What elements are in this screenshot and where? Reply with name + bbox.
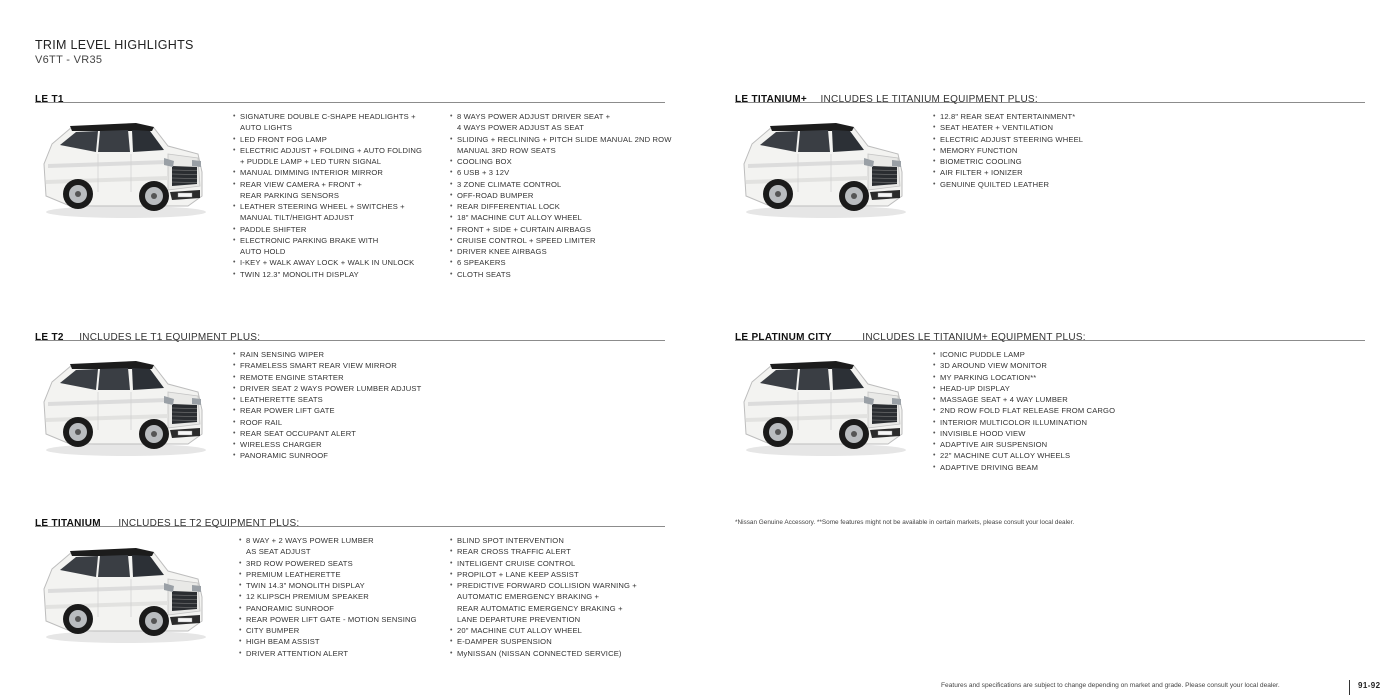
feature-list-le-t1-left bbox=[233, 111, 422, 280]
feature-item: • 3RD ROW POWERED SEATS bbox=[239, 558, 417, 569]
feature-list-le-t1-right bbox=[450, 111, 672, 280]
feature-list-le-titanium-plus bbox=[933, 111, 1083, 190]
feature-item: • ADAPTIVE AIR SUSPENSION bbox=[933, 439, 1115, 450]
feature-item: • 12.8" REAR SEAT ENTERTAINMENT* bbox=[933, 111, 1083, 122]
trim-includes: INCLUDES LE T2 EQUIPMENT PLUS: bbox=[118, 518, 300, 529]
feature-item: • ELECTRIC ADJUST STEERING WHEEL bbox=[933, 134, 1083, 145]
feature-item: • 20" MACHINE CUT ALLOY WHEEL bbox=[450, 625, 637, 636]
feature-item: • PREMIUM LEATHERETTE bbox=[239, 569, 417, 580]
trim-header bbox=[35, 327, 665, 341]
trim-name: LE TITANIUM bbox=[35, 518, 101, 529]
feature-item: • BIOMETRIC COOLING bbox=[933, 156, 1083, 167]
feature-item: • SLIDING + RECLINING + PITCH SLIDE MANUAL 2ND ROW bbox=[450, 134, 672, 145]
feature-list-le-t2 bbox=[233, 349, 421, 462]
feature-item: LANE DEPARTURE PREVENTION bbox=[457, 614, 581, 624]
feature-item: + PUDDLE LAMP + LED TURN SIGNAL bbox=[240, 157, 382, 166]
vehicle-image-le-titanium bbox=[38, 539, 208, 645]
feature-list-le-titanium-right bbox=[450, 535, 637, 659]
feature-item: • ELECTRONIC PARKING BRAKE WITH bbox=[233, 235, 422, 246]
vehicle-image-le-titanium-plus bbox=[738, 114, 908, 220]
feature-item: • 18" MACHINE CUT ALLOY WHEEL bbox=[450, 212, 672, 223]
feature-item: • INVISIBLE HOOD VIEW bbox=[933, 428, 1115, 439]
feature-item: • TWIN 12.3" MONOLITH DISPLAY bbox=[233, 269, 422, 280]
feature-item: • RAIN SENSING WIPER bbox=[233, 349, 421, 360]
footnote: *Nissan Genuine Accessory. **Some features might not be available in certain markets, please consult your local dealer. bbox=[735, 519, 1075, 526]
feature-item: • 8 WAYS POWER ADJUST DRIVER SEAT + bbox=[450, 111, 672, 122]
feature-item: • OFF-ROAD BUMPER bbox=[450, 190, 672, 201]
trim-header bbox=[35, 513, 665, 527]
feature-item: • 3D AROUND VIEW MONITOR bbox=[933, 360, 1115, 371]
feature-item: • ELECTRIC ADJUST + FOLDING + AUTO FOLDING bbox=[233, 145, 422, 156]
feature-item: • LED FRONT FOG LAMP bbox=[233, 134, 422, 145]
trim-name: LE T1 bbox=[35, 94, 64, 105]
feature-item: • AIR FILTER + IONIZER bbox=[933, 167, 1083, 178]
feature-item: • INTELIGENT CRUISE CONTROL bbox=[450, 558, 637, 569]
feature-item: • MEMORY FUNCTION bbox=[933, 145, 1083, 156]
trim-header bbox=[35, 89, 665, 103]
page-header bbox=[35, 38, 194, 67]
feature-item: • LEATHER STEERING WHEEL + SWITCHES + bbox=[233, 201, 422, 212]
feature-item: • REAR CROSS TRAFFIC ALERT bbox=[450, 546, 637, 557]
feature-item: • ICONIC PUDDLE LAMP bbox=[933, 349, 1115, 360]
feature-item: • 6 SPEAKERS bbox=[450, 257, 672, 268]
feature-item: • SIGNATURE DOUBLE C-SHAPE HEADLIGHTS + bbox=[233, 111, 422, 122]
feature-item: • DRIVER KNEE AIRBAGS bbox=[450, 246, 672, 257]
feature-item: • E-DAMPER SUSPENSION bbox=[450, 636, 637, 647]
feature-item: • REAR SEAT OCCUPANT ALERT bbox=[233, 428, 421, 439]
trim-section-le-t2 bbox=[35, 327, 665, 341]
feature-item: 4 WAYS POWER ADJUST AS SEAT bbox=[457, 123, 584, 133]
vehicle-image-le-t2 bbox=[38, 352, 208, 458]
feature-item: • FRAMELESS SMART REAR VIEW MIRROR bbox=[233, 360, 421, 371]
trim-name: LE PLATINUM CITY bbox=[735, 332, 832, 343]
trim-includes: INCLUDES LE TITANIUM EQUIPMENT PLUS: bbox=[820, 94, 1038, 105]
feature-item: • 6 USB + 3 12V bbox=[450, 167, 672, 178]
feature-item: • PROPILOT + LANE KEEP ASSIST bbox=[450, 569, 637, 580]
feature-item: • CLOTH SEATS bbox=[450, 269, 672, 280]
feature-item: AS SEAT ADJUST bbox=[246, 547, 311, 557]
feature-item: • BLIND SPOT INTERVENTION bbox=[450, 535, 637, 546]
feature-item: • FRONT + SIDE + CURTAIN AIRBAGS bbox=[450, 224, 672, 235]
trim-includes: INCLUDES LE TITANIUM+ EQUIPMENT PLUS: bbox=[862, 332, 1086, 343]
feature-item: REAR PARKING SENSORS bbox=[240, 190, 340, 200]
trim-header bbox=[735, 89, 1365, 103]
feature-item: • TWIN 14.3" MONOLITH DISPLAY bbox=[239, 580, 417, 591]
feature-item: • 8 WAY + 2 WAYS POWER LUMBER bbox=[239, 535, 417, 546]
feature-item: MANUAL 3RD ROW SEATS bbox=[457, 145, 556, 155]
feature-item: MANUAL TILT/HEIGHT ADJUST bbox=[240, 213, 355, 223]
feature-item: • DRIVER SEAT 2 WAYS POWER LUMBER ADJUST bbox=[233, 383, 421, 394]
trim-name: LE T2 bbox=[35, 332, 64, 343]
trim-section-le-platinum-city bbox=[735, 327, 1365, 341]
feature-item: AUTO LIGHTS bbox=[240, 123, 293, 133]
feature-item: • MANUAL DIMMING INTERIOR MIRROR bbox=[233, 167, 422, 178]
feature-item: • HIGH BEAM ASSIST bbox=[239, 636, 417, 647]
feature-item: • REMOTE ENGINE STARTER bbox=[233, 372, 421, 383]
feature-item: • PANORAMIC SUNROOF bbox=[239, 603, 417, 614]
trim-header bbox=[735, 327, 1365, 341]
feature-item: • DRIVER ATTENTION ALERT bbox=[239, 648, 417, 659]
feature-item: • REAR POWER LIFT GATE bbox=[233, 405, 421, 416]
feature-item: • HEAD-UP DISPLAY bbox=[933, 383, 1115, 394]
feature-item: • ROOF RAIL bbox=[233, 417, 421, 428]
trim-name: LE TITANIUM+ bbox=[735, 94, 808, 105]
trim-section-le-t1 bbox=[35, 89, 665, 103]
feature-item: • CITY BUMPER bbox=[239, 625, 417, 636]
trim-section-le-titanium bbox=[35, 513, 665, 527]
feature-item: • PADDLE SHIFTER bbox=[233, 224, 422, 235]
vehicle-image-le-t1 bbox=[38, 114, 208, 220]
feature-item: • REAR DIFFERENTIAL LOCK bbox=[450, 201, 672, 212]
page-subtitle: V6TT - VR35 bbox=[35, 54, 103, 66]
feature-item: • GENUINE QUILTED LEATHER bbox=[933, 179, 1083, 190]
trim-section-le-titanium-plus bbox=[735, 89, 1365, 103]
page-number: 91-92 bbox=[1358, 681, 1381, 690]
feature-item: • I-KEY + WALK AWAY LOCK + WALK IN UNLOCK bbox=[233, 257, 422, 268]
feature-item: • 12 KLIPSCH PREMIUM SPEAKER bbox=[239, 591, 417, 602]
feature-item: • LEATHERETTE SEATS bbox=[233, 394, 421, 405]
feature-item: REAR AUTOMATIC EMERGENCY BRAKING + bbox=[457, 603, 623, 613]
feature-item: • REAR POWER LIFT GATE - MOTION SENSING bbox=[239, 614, 417, 625]
feature-item: AUTO HOLD bbox=[240, 247, 286, 256]
feature-item: • ADAPTIVE DRIVING BEAM bbox=[933, 462, 1115, 473]
feature-item: • CRUISE CONTROL + SPEED LIMITER bbox=[450, 235, 672, 246]
trim-includes: INCLUDES LE T1 EQUIPMENT PLUS: bbox=[79, 332, 261, 343]
feature-item: • MY PARKING LOCATION** bbox=[933, 372, 1115, 383]
feature-item: AUTOMATIC EMERGENCY BRAKING + bbox=[457, 592, 600, 602]
feature-item: • 2ND ROW FOLD FLAT RELEASE FROM CARGO bbox=[933, 405, 1115, 416]
disclaimer: Features and specifications are subject to change depending on market and grade. Please consult your local dealer. bbox=[941, 682, 1280, 689]
feature-list-le-platinum-city bbox=[933, 349, 1115, 473]
feature-item: • 22" MACHINE CUT ALLOY WHEELS bbox=[933, 450, 1115, 461]
feature-item: • 3 ZONE CLIMATE CONTROL bbox=[450, 179, 672, 190]
feature-item: • PANORAMIC SUNROOF bbox=[233, 450, 421, 461]
page-title: TRIM LEVEL HIGHLIGHTS bbox=[35, 38, 194, 52]
feature-list-le-titanium-left bbox=[239, 535, 417, 659]
feature-item: • MyNISSAN (NISSAN CONNECTED SERVICE) bbox=[450, 648, 637, 659]
vehicle-image-le-platinum-city bbox=[738, 352, 908, 458]
feature-item: • MASSAGE SEAT + 4 WAY LUMBER bbox=[933, 394, 1115, 405]
feature-item: • PREDICTIVE FORWARD COLLISION WARNING + bbox=[450, 580, 637, 591]
feature-item: • REAR VIEW CAMERA + FRONT + bbox=[233, 179, 422, 190]
page-divider bbox=[1349, 680, 1350, 695]
feature-item: • WIRELESS CHARGER bbox=[233, 439, 421, 450]
feature-item: • SEAT HEATER + VENTILATION bbox=[933, 122, 1083, 133]
feature-item: • COOLING BOX bbox=[450, 156, 672, 167]
feature-item: • INTERIOR MULTICOLOR ILLUMINATION bbox=[933, 417, 1115, 428]
